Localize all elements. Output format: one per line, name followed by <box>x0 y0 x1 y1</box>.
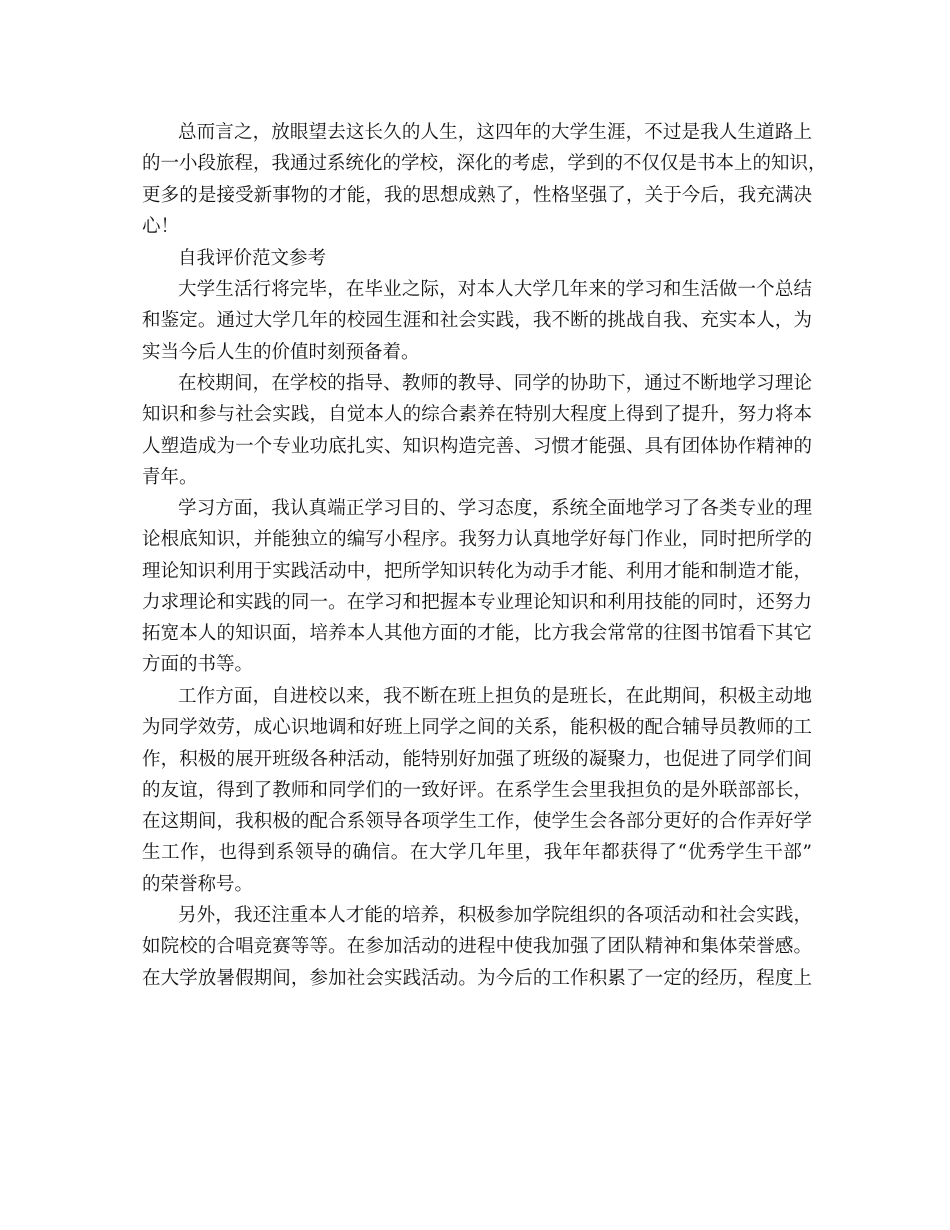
paragraph-conclusion <box>142 117 827 242</box>
section-heading <box>142 243 812 274</box>
text-line: 力求理论和实践的同一。在学习和把握本专业理论知识和利用技能的同时，还努力 <box>142 591 812 613</box>
text-line: 大学生活行将完毕，在毕业之际，对本人大学几年来的学习和生活做一个总结 <box>178 279 812 300</box>
text-line: 实当今后人生的价值时刻预备着。 <box>142 341 420 363</box>
text-line: 更多的是接受新事物的才能，我的思想成熟了，性格坚强了，关于今后，我充满决 <box>142 184 812 206</box>
text-line: 作，积极的展开班级各种活动，能特别好加强了班级的凝聚力，也促进了同学们间 <box>142 748 812 770</box>
text-line: 和鉴定。通过大学几年的校园生涯和社会实践，我不断的挑战自我、充实本人，为 <box>142 310 812 332</box>
text-line: 在校期间，在学校的指导、教师的教导、同学的协助下，通过不断地学习理论 <box>178 373 812 394</box>
text-line: 方面的书等。 <box>142 654 254 676</box>
text-line: 拓宽本人的知识面，培养本人其他方面的才能，比方我会常常的往图书馆看下其它 <box>142 623 812 645</box>
text-line: 的荣誉称号。 <box>142 873 254 895</box>
text-line: 知识和参与社会实践，自觉本人的综合素养在特别大程度上得到了提升，努力将本 <box>142 404 812 426</box>
heading-text: 自我评价范文参考 <box>178 248 327 269</box>
text-line: 如院校的合唱竞赛等等。在参加活动的进程中使我加强了团队精神和集体荣誉感。 <box>142 936 812 958</box>
text-line: 的友谊，得到了教师和同学们的一致好评。在系学生会里我担负的是外联部部长， <box>142 779 812 801</box>
text-line: 青年。 <box>142 466 198 488</box>
text-line: 理论知识利用于实践活动中，把所学知识转化为动手才能、利用才能和制造才能， <box>142 560 812 582</box>
paragraph-intro <box>142 274 812 368</box>
text-line: 生工作，也得到系领导的确信。在大学几年里，我年年都获得了“优秀学生干部” <box>142 842 812 864</box>
paragraph-additional <box>142 900 812 994</box>
text-line: 工作方面，自进校以来，我不断在班上担负的是班长，在此期间，积极主动地 <box>178 686 812 707</box>
text-line: 另外，我还注重本人才能的培养，积极参加学院组织的各项活动和社会实践， <box>178 905 812 926</box>
paragraph-work <box>142 681 812 900</box>
text-line: 在大学放暑假期间，参加社会实践活动。为今后的工作积累了一定的经历，程度上 <box>142 967 812 989</box>
text-line: 人塑造成为一个专业功底扎实、知识构造完善、习惯才能强、具有团体协作精神的 <box>142 435 812 457</box>
text-line: 论根底知识，并能独立的编写小程序。我努力认真地学好每门作业，同时把所学的 <box>142 529 812 551</box>
text-line: 为同学效劳，成心识地调和好班上同学之间的关系，能积极的配合辅导员教师的工 <box>142 717 812 739</box>
text-line: 总而言之，放眼望去这长久的人生，这四年的大学生涯，不过是我人生道路上 <box>178 122 812 143</box>
paragraph-study <box>142 493 812 681</box>
text-line: 学习方面，我认真端正学习目的、学习态度，系统全面地学习了各类专业的理 <box>178 498 812 519</box>
text-line: 心！ <box>142 215 180 237</box>
text-line: 的一小段旅程，我通过系统化的学校，深化的考虑，学到的不仅仅是书本上的知识， <box>142 153 827 175</box>
text-line: 在这期间，我积极的配合系领导各项学生工作，使学生会各部分更好的合作弄好学 <box>142 811 812 833</box>
paragraph-school-period <box>142 368 812 493</box>
